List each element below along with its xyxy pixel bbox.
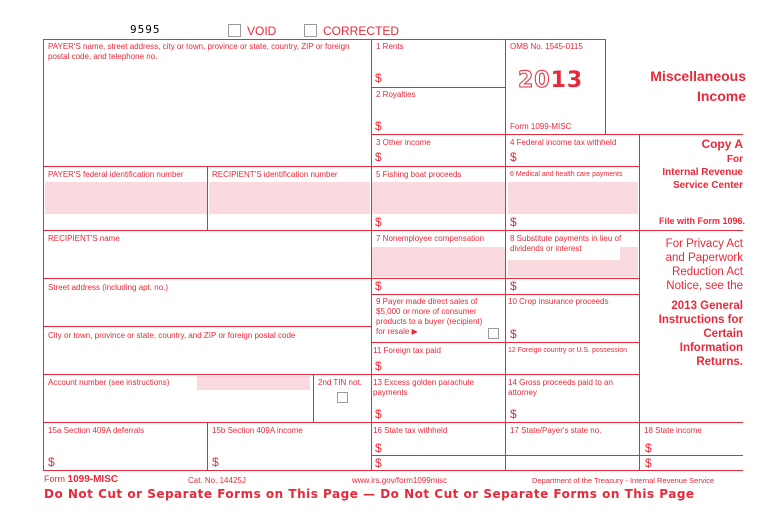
recipient-id-label: RECIPIENT'S identification number — [212, 170, 338, 179]
payer-label: PAYER'S name, street address, city or town, province or state, country, ZIP or foreign postal code, and telephone no. — [48, 42, 350, 61]
box11-label: 11 Foreign tax paid — [373, 346, 441, 355]
footer-warning: Do Not Cut or Separate Forms on This Page — Do Not Cut or Separate Forms on This Page — [44, 487, 695, 501]
box8-label: 8 Substitute payments in lieu of dividends or interest — [510, 234, 622, 253]
box1-dollar: $ — [375, 71, 382, 85]
box15b-label: 15b Section 409A income — [212, 426, 303, 435]
box3-dollar: $ — [375, 150, 382, 164]
recipient-id-field[interactable] — [209, 182, 370, 214]
box15a-label: 15a Section 409A deferrals — [48, 426, 145, 435]
box6-field[interactable] — [508, 182, 638, 214]
payer-fed-id-label: PAYER'S federal identification number — [48, 170, 184, 179]
rule — [313, 374, 314, 422]
rule — [371, 39, 372, 470]
box15a-dollar: $ — [48, 455, 55, 469]
form-title-line1: Miscellaneous — [650, 68, 746, 84]
box13-label: 13 Excess golden parachute payments — [373, 378, 474, 397]
rule — [43, 166, 639, 167]
tax-year-suffix: 13 — [550, 68, 584, 93]
rule — [43, 374, 639, 375]
box5-label: 5 Fishing boat proceeds — [376, 170, 462, 179]
box3-label: 3 Other income — [376, 138, 431, 147]
box14-label: 14 Gross proceeds paid to an attorney — [508, 378, 613, 397]
rule — [207, 422, 208, 470]
second-tin-checkbox[interactable] — [337, 392, 348, 403]
account-number-field[interactable] — [197, 376, 310, 390]
privacy-bold: 2013 General Instructions for Certain Information Returns. — [658, 300, 743, 368]
rule — [43, 326, 371, 327]
box4-dollar: $ — [510, 150, 517, 164]
box15b-dollar: $ — [212, 455, 219, 469]
street-address-label: Street address (including apt. no.) — [48, 283, 169, 292]
form-code: 9595 — [130, 23, 161, 36]
omb-number: OMB No. 1545-0115 — [510, 42, 583, 51]
footer-cat-no: Cat. No. 14425J — [188, 476, 246, 485]
box12-label: 12 Foreign country or U.S. possession — [508, 347, 628, 354]
box6-label: 6 Medical and health care payments — [510, 171, 623, 178]
footer-form-prefix: Form — [44, 474, 65, 484]
rule — [371, 455, 743, 456]
footer-url: www.irs.gov/form1099misc — [352, 476, 448, 485]
box16-dollar-a: $ — [375, 441, 382, 455]
file-with-label: File with Form 1096. — [658, 216, 745, 226]
rule — [43, 422, 743, 423]
box7-label: 7 Nonemployee compensation — [376, 234, 485, 243]
rule — [43, 230, 743, 231]
corrected-label: CORRECTED — [323, 24, 400, 38]
box17-label: 17 State/Payer's state no. — [510, 426, 602, 435]
box18-dollar-b: $ — [645, 456, 652, 470]
void-label: VOID — [247, 24, 277, 38]
box2-dollar: $ — [375, 119, 382, 133]
rule — [371, 134, 743, 135]
recipient-name-label: RECIPIENT'S name — [48, 234, 120, 243]
tax-year — [518, 68, 583, 93]
box4-label: 4 Federal income tax withheld — [510, 138, 617, 147]
rule — [371, 87, 505, 88]
box9-label: 9 Payer made direct sales of $5,000 or more of consumer products to a buyer (recipient) for resale ▶ — [376, 297, 483, 336]
box10-dollar: $ — [510, 327, 517, 341]
box1-label: 1 Rents — [376, 42, 404, 51]
box8-dollar: $ — [510, 279, 517, 293]
box16-dollar-b: $ — [375, 456, 382, 470]
tax-year-prefix: 20 — [518, 68, 551, 93]
rule — [43, 39, 605, 40]
box5-field[interactable] — [372, 182, 505, 214]
footer-dept: Department of the Treasury - Internal Revenue Service — [532, 476, 715, 485]
omb-form-label: Form 1099-MISC — [510, 122, 572, 131]
box5-dollar: $ — [375, 215, 382, 229]
rule — [43, 278, 639, 279]
copy-a-label: Copy A — [701, 137, 743, 151]
box10-label: 10 Crop insurance proceeds — [508, 297, 609, 306]
box9-checkbox[interactable] — [488, 328, 499, 339]
second-tin-label: 2nd TIN not. — [318, 378, 362, 387]
form-title-line2: Income — [696, 88, 746, 104]
box18-dollar-a: $ — [645, 441, 652, 455]
box11-dollar: $ — [375, 359, 382, 373]
for-label: For — [726, 154, 743, 165]
payer-fed-id-field[interactable] — [45, 182, 207, 214]
box14-dollar: $ — [510, 407, 517, 421]
box16-label: 16 State tax withheld — [373, 426, 448, 435]
privacy-text: For Privacy Act and Paperwork Reduction Act Notice, see the — [665, 238, 743, 292]
rule — [505, 39, 506, 470]
corrected-checkbox[interactable] — [304, 24, 317, 37]
rule — [207, 166, 208, 230]
box2-label: 2 Royalties — [376, 90, 416, 99]
box18-label: 18 State income — [644, 426, 702, 435]
footer-form-name: 1099-MISC — [67, 474, 119, 485]
footer-form — [44, 474, 118, 485]
irs-center-label: Internal Revenue Service Center — [662, 167, 743, 191]
account-number-label: Account number (see instructions) — [48, 378, 170, 387]
box7-field[interactable] — [372, 247, 505, 277]
city-label: City or town, province or state, country, and ZIP or foreign postal code — [48, 331, 296, 340]
void-checkbox[interactable] — [228, 24, 241, 37]
rule — [43, 39, 44, 470]
rule — [605, 39, 606, 134]
rule — [43, 470, 743, 471]
rule — [639, 134, 640, 470]
box8-field[interactable] — [508, 260, 638, 277]
box13-dollar: $ — [375, 407, 382, 421]
box7-dollar: $ — [375, 279, 382, 293]
box6-dollar: $ — [510, 215, 517, 229]
